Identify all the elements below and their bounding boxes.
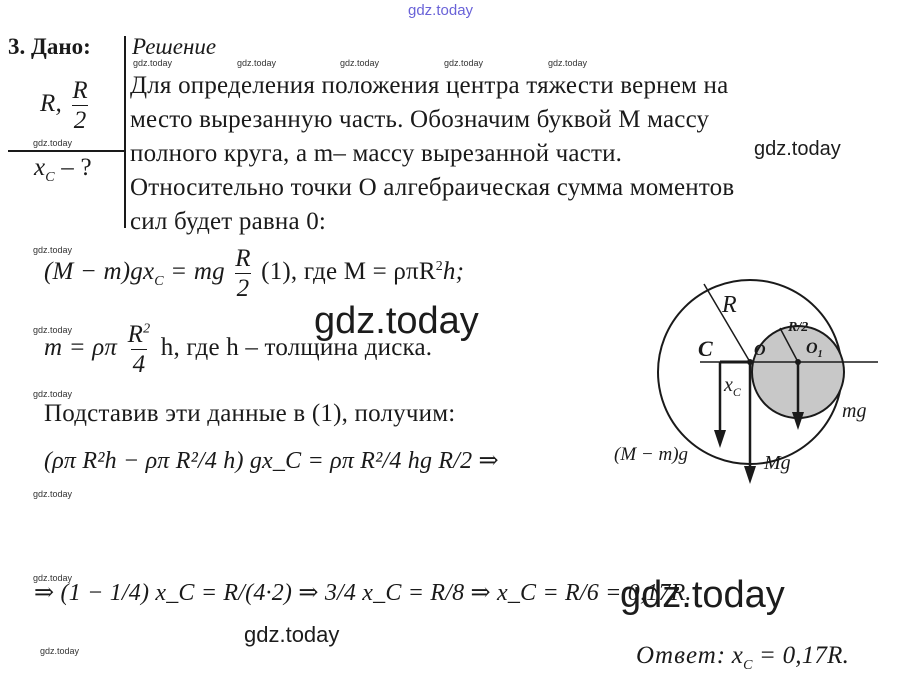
fig-label-R: R xyxy=(722,292,737,318)
fig-label-O: O xyxy=(754,342,766,359)
find-tail: – ? xyxy=(54,154,92,181)
watermark-big: gdz.today xyxy=(314,300,479,342)
eq1-den: 2 xyxy=(236,275,250,302)
watermark-small: gdz.today xyxy=(33,573,73,583)
fig-label-xc xyxy=(724,374,741,400)
equation-4: ⇒ (1 − 1/4) x_C = R/(4·2) ⇒ 3/4 x_C = R/8 ⇒ x_C = R/6 = 0,17R. xyxy=(34,580,692,606)
answer-tail: = 0,17R. xyxy=(752,642,850,669)
watermark-small: gdz.today xyxy=(133,58,173,68)
eq1-sup: 2 xyxy=(435,258,443,274)
solution-line-2: место вырезанную часть. Обозначим буквой M массу xyxy=(130,106,710,133)
watermark-small: gdz.today xyxy=(33,138,73,148)
watermark-small: gdz.today xyxy=(33,325,73,335)
fig-label-Mg: Mg xyxy=(764,452,791,474)
fig-xc-sub: C xyxy=(732,385,741,399)
answer-value: : x xyxy=(716,642,744,669)
eq1-left: (M − m)gx xyxy=(44,258,155,286)
frac-num: R xyxy=(72,77,88,104)
eq2-tail: h, где h – толщина диска. xyxy=(160,334,433,362)
eq1-fraction xyxy=(233,246,252,301)
substitution-text: Подставив эти данные в (1), получим: xyxy=(44,400,456,427)
equation-3: (ρπ R²h − ρπ R²/4 h) gx_C = ρπ R²/4 hg R/2 ⇒ xyxy=(44,448,499,474)
fig-label-O1 xyxy=(806,340,823,360)
eq1-num: R xyxy=(235,245,251,272)
given-underline xyxy=(8,150,124,152)
eq1-tail: (1), где M = ρπR xyxy=(261,258,436,286)
fig-label-mg: mg xyxy=(842,400,867,422)
watermark-small: gdz.today xyxy=(33,489,73,499)
eq1-mid: = mg xyxy=(163,258,225,286)
fig-label-Mmg: (M − m)g xyxy=(614,444,689,465)
find-value xyxy=(34,154,92,186)
find-var: x xyxy=(34,154,46,181)
watermark-big: gdz.today xyxy=(620,574,785,616)
eq2-num: R xyxy=(127,321,144,348)
eq1-end: h; xyxy=(442,258,465,286)
watermark-small: gdz.today xyxy=(33,389,73,399)
watermark-small: gdz.today xyxy=(33,245,73,255)
solution-line-3: полного круга, а m– массу вырезанной части. xyxy=(130,140,623,167)
fig-O1-letter: O xyxy=(806,340,818,357)
arrow-Mg-head xyxy=(744,466,756,484)
eq2-sup: 2 xyxy=(143,321,151,337)
point-O xyxy=(747,359,753,365)
solution-line-1: Для определения положения центра тяжести вернем на xyxy=(130,72,729,99)
answer-label: Ответ xyxy=(636,642,717,669)
given-divider xyxy=(124,36,126,228)
fig-label-R2: R/2 xyxy=(788,320,809,335)
fig-O1-sub: 1 xyxy=(817,349,823,361)
watermark-small: gdz.today xyxy=(237,58,277,68)
eq2-fraction xyxy=(126,322,153,377)
watermark-small: gdz.today xyxy=(340,58,380,68)
given-values xyxy=(40,78,92,133)
find-sub: C xyxy=(45,170,55,185)
given-fraction xyxy=(70,78,89,133)
answer-sub: C xyxy=(743,658,753,673)
equation-1 xyxy=(44,246,464,301)
watermark-medium: gdz.today xyxy=(754,138,841,160)
answer xyxy=(636,642,849,674)
point-O1 xyxy=(795,359,801,365)
watermark-small: gdz.today xyxy=(548,58,588,68)
fig-label-C: C xyxy=(698,336,713,361)
watermark-small: gdz.today xyxy=(40,646,80,656)
solution-line-5: сил будет равна 0: xyxy=(130,208,327,235)
equation-2 xyxy=(44,322,432,377)
eq2-left: m = ρπ xyxy=(44,334,118,362)
given-r: R, xyxy=(40,90,62,118)
watermark-medium: gdz.today xyxy=(244,622,340,647)
solution-line-4: Относительно точки O алгебраическая сумма моментов xyxy=(130,174,735,201)
solution-heading: Решение xyxy=(132,34,217,59)
eq2-den: 4 xyxy=(132,351,146,378)
watermark-small: gdz.today xyxy=(444,58,484,68)
eq1-sub: C xyxy=(154,274,164,290)
fig-xc-letter: x xyxy=(724,374,733,396)
watermark-top: gdz.today xyxy=(408,2,474,19)
task-label: 3. Дано: xyxy=(8,34,91,59)
frac-den: 2 xyxy=(73,107,87,134)
